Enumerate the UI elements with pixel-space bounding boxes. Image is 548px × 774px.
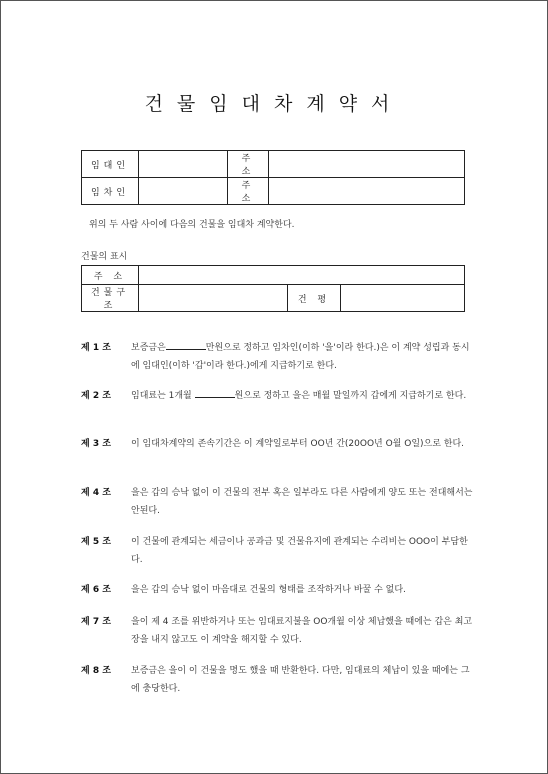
lessee-label: 임차인	[82, 178, 139, 205]
article-text-pre: 임대료는 1개월	[131, 391, 192, 401]
lessor-address-label: 주 소	[228, 151, 269, 178]
article-number: 제 8 조	[81, 666, 111, 676]
building-section-title: 건물의 표시	[81, 252, 128, 262]
article-text	[131, 387, 473, 405]
article-number: 제 7 조	[81, 617, 111, 627]
article-7	[81, 613, 473, 649]
article-text: 을이 제 4 조를 위반하거나 또는 임대료지불을 OO개월 이상 체납했을 때에는 갑은 최고장을 내지 않고도 이 계약을 해지할 수 있다.	[131, 617, 473, 645]
article-text-pre: 보증금은	[131, 343, 166, 353]
article-3	[81, 435, 473, 453]
article-number: 제 4 조	[81, 488, 111, 498]
building-address-cell[interactable]	[139, 266, 465, 285]
intro-text: 위의 두 사람 사이에 다음의 건물을 임대차 계약한다.	[89, 220, 295, 230]
article-number: 제 6 조	[81, 585, 111, 595]
article-text-post: 만원으로 정하고 임차인(이하 '을'이라 한다.)은 이 계약 성립과 동시에 임대인(이하 '갑'이라 한다.)에게 지급하기로 한다.	[131, 343, 470, 371]
building-structure-row	[82, 285, 465, 312]
document-title: 건물임대차계약서	[144, 93, 404, 115]
lessor-name-cell[interactable]	[139, 151, 228, 178]
lessee-address-label: 주 소	[228, 178, 269, 205]
article-number: 제 2 조	[81, 391, 111, 401]
article-1	[81, 339, 473, 375]
article-8	[81, 662, 473, 698]
article-text: 보증금은 을이 이 건물을 명도 했을 때 반환한다. 다만, 임대료의 체납이 있을 때에는 그에 충당한다.	[131, 666, 470, 694]
article-text: 이 임대차계약의 존속기간은 이 계약일로부터 OO년 간(20OO년 O월 O일)으로 한다.	[131, 439, 465, 449]
building-structure-cell[interactable]	[139, 285, 288, 312]
lessor-row	[82, 151, 465, 178]
article-4	[81, 484, 473, 520]
parties-table	[81, 150, 465, 205]
lessee-name-cell[interactable]	[139, 178, 228, 205]
building-address-label: 주 소	[82, 266, 139, 285]
lessor-label: 임대인	[82, 151, 139, 178]
amount-blank[interactable]	[166, 341, 206, 350]
lessee-row	[82, 178, 465, 205]
article-text-post: 원으로 정하고 을은 매월 말일까지 갑에게 지급하기로 한다.	[234, 391, 467, 401]
building-area-label: 건 평	[288, 285, 341, 312]
article-number: 제 1 조	[81, 343, 111, 353]
article-text: 이 건물에 관계되는 세금이나 공과금 및 건물유지에 관계되는 수리비는 OOO이 부담한다.	[131, 537, 468, 565]
article-5	[81, 533, 473, 569]
building-structure-label: 건물구조	[82, 285, 139, 312]
lessor-address-cell[interactable]	[269, 151, 465, 178]
article-text	[131, 339, 473, 375]
lessee-address-cell[interactable]	[269, 178, 465, 205]
building-area-cell[interactable]	[341, 285, 465, 312]
building-address-row	[82, 266, 465, 285]
article-text: 을은 갑의 승낙 없이 이 건물의 전부 혹은 일부라도 다른 사람에게 양도 또는 전대해서는 안된다.	[131, 488, 473, 516]
article-2	[81, 387, 473, 405]
article-number: 제 5 조	[81, 537, 111, 547]
rent-blank[interactable]	[195, 389, 235, 398]
article-text: 을은 갑의 승낙 없이 마음대로 건물의 형태를 조작하거나 바꿀 수 없다.	[131, 585, 406, 595]
building-table	[81, 265, 465, 312]
article-number: 제 3 조	[81, 439, 111, 449]
article-6	[81, 581, 473, 599]
